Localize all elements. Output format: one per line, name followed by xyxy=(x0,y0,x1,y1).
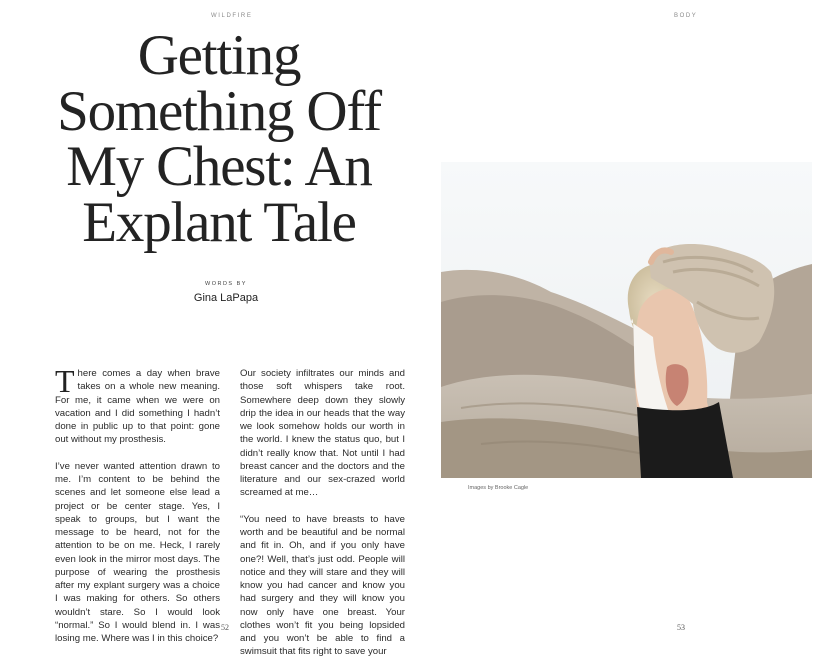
body-paragraph: I’ve never wanted attention drawn to me. I’m content to be behind the scenes and let someone else lead a project or be center stage. Yes, I speak to groups, but I want the message to be heard, not for the attention to be on me. Heck, I rarely even look in the mirror most days. The purpose of wearing the prosthesis after my explant surgery was a choice I was making for others. So others wouldn’t stare. So I would look “normal.” So I would blend in. I was losing me. Where was I in this choice? xyxy=(55,460,220,644)
author-name: Gina LaPapa xyxy=(193,292,259,304)
article-title: Getting Something Off My Chest: An Explant Tale xyxy=(57,24,381,254)
body-paragraph: Our society infiltrates our minds and those soft whispers take root. Somewhere deep down they slowly drip the idea in our heads that the way we look somehow holds our worth in the world. I knew the status quo, but I didn’t really know that. Not until I had breast cancer and the doctors and the literature and our sex-crazed world screamed at me… xyxy=(240,368,405,499)
body-column-2 xyxy=(240,367,405,672)
page-number-left: 52 xyxy=(221,623,229,632)
paragraph-text: here comes a day when brave takes on a whole new meaning. For me, it came when we were on vacation and I did something I hadn’t done in public up to that point: gone out without my prosthesis. xyxy=(55,368,220,446)
feature-photo xyxy=(441,162,812,478)
body-paragraph xyxy=(55,363,220,447)
drop-cap: T xyxy=(55,363,75,399)
body-column-1 xyxy=(55,363,220,659)
photo-caption: Images by Brooke Cagle xyxy=(468,485,529,491)
body-paragraph: “You need to have breasts to have worth and be beautiful and be normal and fit in. Oh, and if you only have one?! Well, that’s just odd. People will notice and they will stare and they will know you had cancer and know you had surgery and they will know you now only have one breast. Your clothes won’t fit you being lopsided and you won’t be able to find a swimsuit that fits right to save your xyxy=(240,513,405,658)
running-head-left: WILDFIRE xyxy=(211,13,253,19)
byline-label: WORDS BY xyxy=(205,281,247,287)
running-head-right: BODY xyxy=(674,13,698,19)
page-number-right: 53 xyxy=(677,623,685,632)
right-page xyxy=(426,0,813,643)
